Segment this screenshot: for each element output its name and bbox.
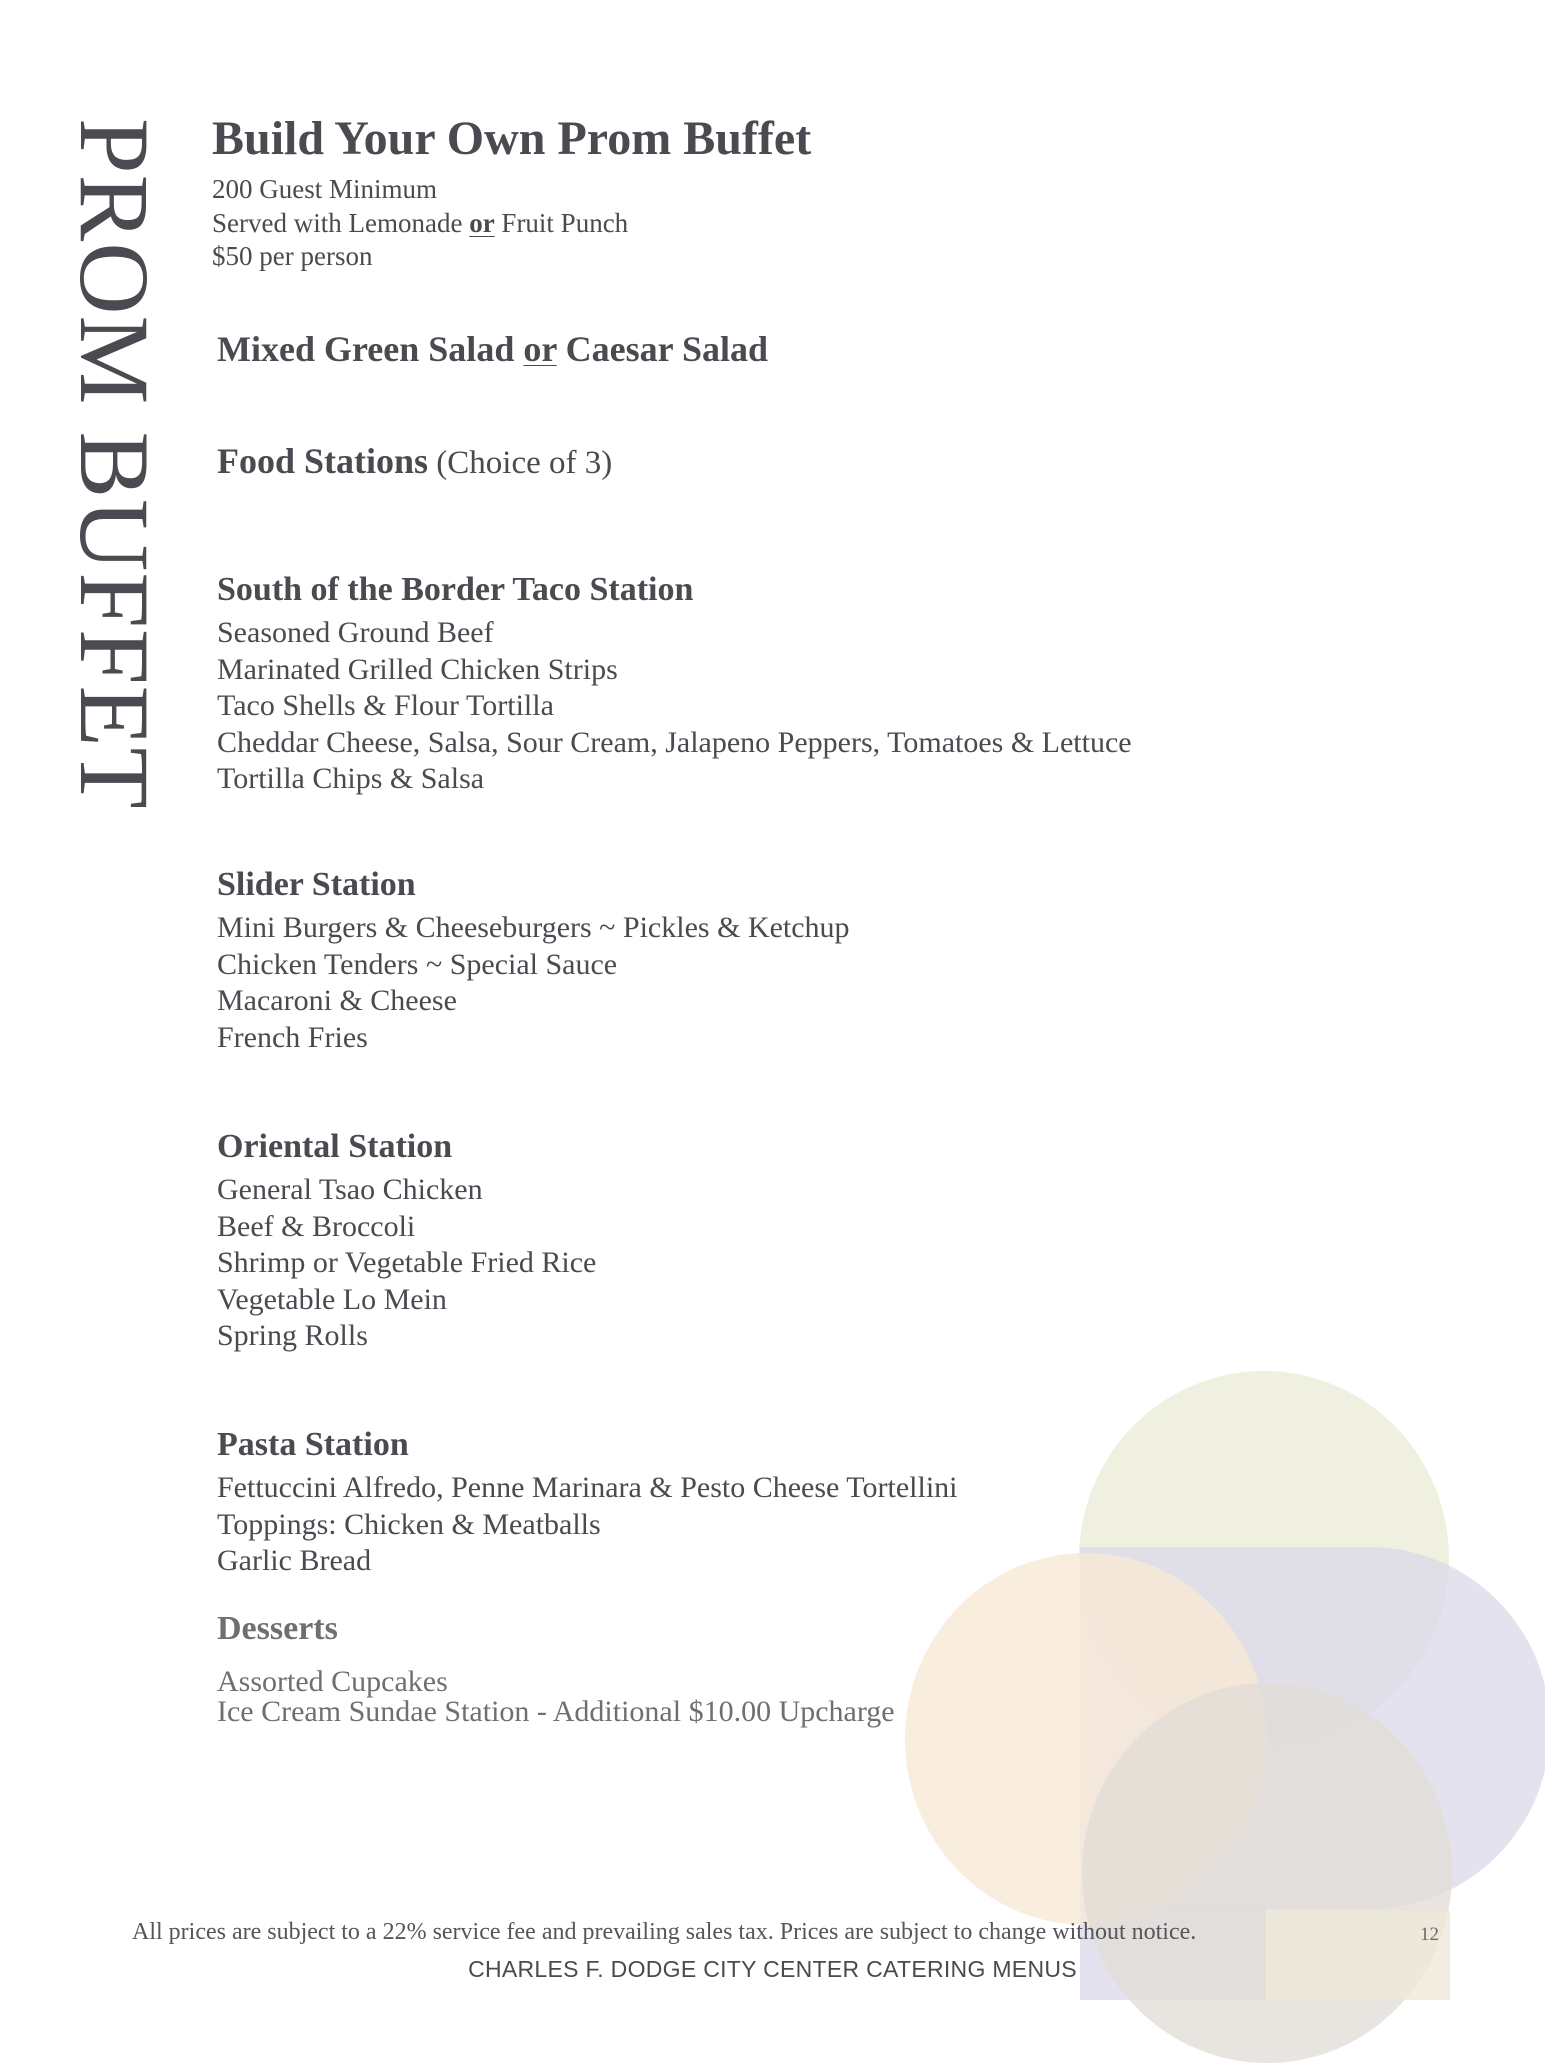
menu-item: Beef & Broccoli	[217, 1209, 416, 1243]
station-oriental	[217, 1125, 596, 1355]
served-with-text: Served with Lemonade	[212, 207, 470, 238]
side-title: PROM BUFFET	[59, 118, 170, 810]
salad-option-a: Mixed Green Salad	[217, 329, 524, 369]
dessert-items	[217, 1667, 895, 1727]
station-pasta	[217, 1423, 958, 1580]
desserts-heading: Desserts	[217, 1610, 338, 1647]
menu-item: Ice Cream Sundae Station - Additional $10.00 Upcharge	[217, 1695, 895, 1728]
menu-item: Marinated Grilled Chicken Strips	[217, 652, 618, 686]
served-with	[212, 207, 628, 241]
station-heading: Slider Station	[217, 866, 416, 903]
footer-pricing-note: All prices are subject to a 22% service fee and prevailing sales tax. Prices are subject to change without notice.	[132, 1919, 1197, 1945]
footer-brand	[0, 1955, 1545, 1983]
menu-item: Seasoned Ground Beef	[217, 616, 494, 649]
station-taco	[217, 568, 1132, 798]
menu-item: Assorted Cupcakes	[217, 1665, 448, 1698]
menu-item: Garlic Bread	[217, 1544, 372, 1577]
guest-minimum: 200 Guest Minimum	[212, 174, 438, 204]
station-heading: Oriental Station	[217, 1128, 453, 1165]
menu-item: Spring Rolls	[217, 1319, 368, 1352]
menu-item: Mini Burgers & Cheeseburgers ~ Pickles & Ketchup	[217, 911, 850, 944]
menu-item: Shrimp or Vegetable Fried Rice	[217, 1246, 597, 1279]
served-with-text-end: Fruit Punch	[494, 207, 629, 238]
header-details	[212, 173, 628, 274]
salad-heading	[217, 327, 768, 371]
station-items	[217, 615, 1132, 798]
station-heading: South of the Border Taco Station	[217, 571, 694, 608]
decorative-circle-gray	[1082, 1683, 1452, 2063]
menu-item: Tortilla Chips & Salsa	[217, 762, 485, 795]
station-heading: Pasta Station	[217, 1426, 409, 1463]
station-slider	[217, 863, 850, 1056]
menu-item: Cheddar Cheese, Salsa, Sour Cream, Jalapeno Peppers, Tomatoes & Lettuce	[217, 725, 1132, 759]
station-items	[217, 910, 850, 1056]
food-stations-note: (Choice of 3)	[428, 445, 613, 481]
menu-item: General Tsao Chicken	[217, 1173, 483, 1206]
menu-item: Vegetable Lo Mein	[217, 1282, 447, 1316]
station-items	[217, 1470, 958, 1580]
salad-option-b: Caesar Salad	[556, 329, 769, 369]
price-per-person: $50 per person	[212, 241, 373, 271]
food-stations-heading	[217, 439, 612, 485]
menu-item: Taco Shells & Flour Tortilla	[217, 689, 554, 722]
footer-brand-text: CHARLES F. DODGE CITY CENTER CATERING MENUS	[468, 1956, 1077, 1982]
menu-item: Chicken Tenders ~ Special Sauce	[217, 947, 618, 981]
desserts-section	[217, 1607, 895, 1727]
station-items	[217, 1172, 596, 1355]
food-stations-label: Food Stations	[217, 441, 429, 481]
served-with-or: or	[469, 207, 495, 238]
page-title: Build Your Own Prom Buffet	[212, 112, 812, 165]
menu-item: Fettuccini Alfredo, Penne Marinara & Pesto Cheese Tortellini	[217, 1471, 958, 1504]
salad-or: or	[523, 329, 557, 369]
page-number: 12	[1420, 1924, 1439, 1945]
menu-item: Toppings: Chicken & Meatballs	[217, 1507, 601, 1541]
menu-item: French Fries	[217, 1020, 368, 1054]
menu-item: Macaroni & Cheese	[217, 984, 457, 1017]
